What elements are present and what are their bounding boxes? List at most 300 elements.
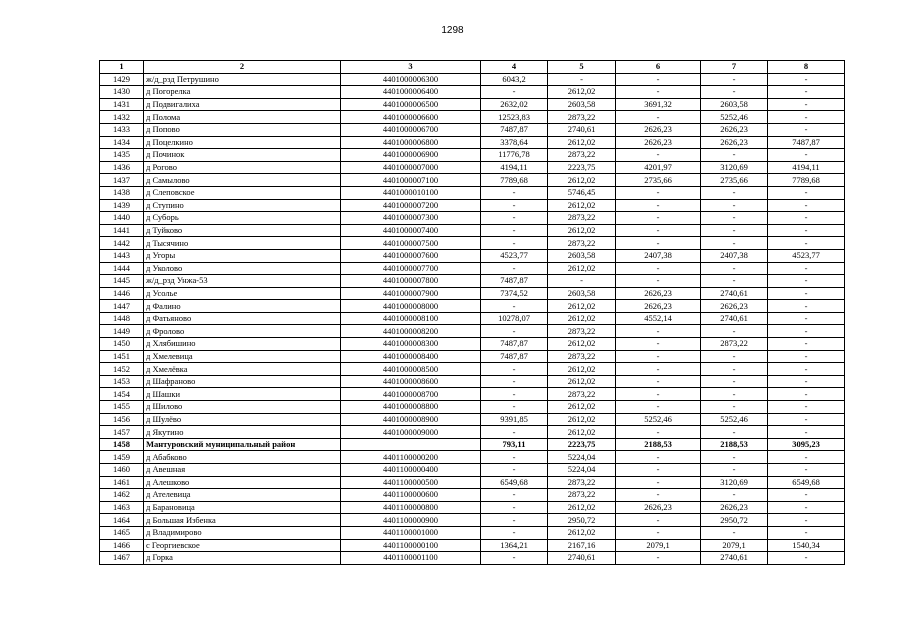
value-col-5: 2223,75 xyxy=(548,161,616,174)
value-col-8: - xyxy=(768,98,845,111)
value-col-5: 2950,72 xyxy=(548,514,616,527)
value-col-4: - xyxy=(481,552,548,565)
settlement-name: д Хлябишино xyxy=(144,338,341,351)
value-col-6: - xyxy=(616,363,701,376)
value-col-7: - xyxy=(701,401,768,414)
value-col-7: 3120,69 xyxy=(701,161,768,174)
value-col-5: 2612,02 xyxy=(548,86,616,99)
value-col-7: - xyxy=(701,426,768,439)
value-col-5: 2612,02 xyxy=(548,300,616,313)
row-number: 1430 xyxy=(100,86,144,99)
settlement-name: с Георгиевское xyxy=(144,539,341,552)
table-row xyxy=(100,161,845,174)
value-col-5: - xyxy=(548,73,616,86)
value-col-7: 2626,23 xyxy=(701,300,768,313)
row-number: 1461 xyxy=(100,476,144,489)
settlement-name: д Хмелевица xyxy=(144,350,341,363)
oktmo-code: 4401100001100 xyxy=(341,552,481,565)
oktmo-code: 4401000008600 xyxy=(341,375,481,388)
settlement-name: д Суборь xyxy=(144,212,341,225)
value-col-6: - xyxy=(616,464,701,477)
row-number: 1450 xyxy=(100,338,144,351)
row-number: 1453 xyxy=(100,375,144,388)
value-col-7: - xyxy=(701,363,768,376)
settlement-name: д Усолье xyxy=(144,287,341,300)
row-number: 1451 xyxy=(100,350,144,363)
settlement-name: д Погорелка xyxy=(144,86,341,99)
table-row xyxy=(100,489,845,502)
value-col-8: - xyxy=(768,401,845,414)
value-col-6: - xyxy=(616,86,701,99)
oktmo-code: 4401100001000 xyxy=(341,526,481,539)
value-col-8: - xyxy=(768,287,845,300)
oktmo-code: 4401000006400 xyxy=(341,86,481,99)
value-col-4: - xyxy=(481,237,548,250)
value-col-5: 2873,22 xyxy=(548,111,616,124)
value-col-4: - xyxy=(481,426,548,439)
row-number: 1447 xyxy=(100,300,144,313)
value-col-6: 4552,14 xyxy=(616,312,701,325)
value-col-8: - xyxy=(768,388,845,401)
table-row xyxy=(100,464,845,477)
row-number: 1466 xyxy=(100,539,144,552)
oktmo-code: 4401000007000 xyxy=(341,161,481,174)
value-col-5: 2603,58 xyxy=(548,287,616,300)
value-col-4: 7487,87 xyxy=(481,350,548,363)
value-col-5: 2612,02 xyxy=(548,413,616,426)
value-col-5: 2612,02 xyxy=(548,426,616,439)
table-row xyxy=(100,287,845,300)
value-col-6: 2079,1 xyxy=(616,539,701,552)
oktmo-code: 4401100000100 xyxy=(341,539,481,552)
settlement-name: д Подвигалиха xyxy=(144,98,341,111)
settlement-name: д Уколово xyxy=(144,262,341,275)
value-col-4: - xyxy=(481,363,548,376)
value-col-8: - xyxy=(768,199,845,212)
settlement-name: д Ступино xyxy=(144,199,341,212)
oktmo-code: 4401000008800 xyxy=(341,401,481,414)
value-col-5: 2740,61 xyxy=(548,552,616,565)
oktmo-code: 4401000008900 xyxy=(341,413,481,426)
value-col-5: 2612,02 xyxy=(548,375,616,388)
value-col-6: - xyxy=(616,514,701,527)
value-col-4: - xyxy=(481,451,548,464)
value-col-5: 2873,22 xyxy=(548,149,616,162)
value-col-8: - xyxy=(768,325,845,338)
row-number: 1449 xyxy=(100,325,144,338)
value-col-8: - xyxy=(768,338,845,351)
value-col-8: - xyxy=(768,350,845,363)
settlement-name: д Шулёво xyxy=(144,413,341,426)
value-col-6: 3691,32 xyxy=(616,98,701,111)
oktmo-code: 4401000008700 xyxy=(341,388,481,401)
value-col-8: - xyxy=(768,237,845,250)
row-number: 1459 xyxy=(100,451,144,464)
value-col-8: 4523,77 xyxy=(768,249,845,262)
value-col-4: 4194,11 xyxy=(481,161,548,174)
value-col-7: 2407,38 xyxy=(701,249,768,262)
row-number: 1431 xyxy=(100,98,144,111)
value-col-4: - xyxy=(481,86,548,99)
value-col-8: 7789,68 xyxy=(768,174,845,187)
value-col-7: - xyxy=(701,86,768,99)
value-col-4: - xyxy=(481,262,548,275)
value-col-6: 2735,66 xyxy=(616,174,701,187)
oktmo-code: 4401100000200 xyxy=(341,451,481,464)
value-col-5: 2612,02 xyxy=(548,363,616,376)
value-col-7: - xyxy=(701,489,768,502)
settlement-name: д Авешная xyxy=(144,464,341,477)
row-number: 1456 xyxy=(100,413,144,426)
value-col-6: 2626,23 xyxy=(616,123,701,136)
oktmo-code: 4401000007500 xyxy=(341,237,481,250)
table-row xyxy=(100,98,845,111)
oktmo-code: 4401000009000 xyxy=(341,426,481,439)
value-col-8: - xyxy=(768,275,845,288)
row-number: 1464 xyxy=(100,514,144,527)
value-col-7: - xyxy=(701,149,768,162)
row-number: 1443 xyxy=(100,249,144,262)
value-col-5: 2612,02 xyxy=(548,338,616,351)
value-col-4: 6549,68 xyxy=(481,476,548,489)
value-col-5: 5746,45 xyxy=(548,186,616,199)
oktmo-code: 4401000007200 xyxy=(341,199,481,212)
table-row xyxy=(100,426,845,439)
value-col-5: 2223,75 xyxy=(548,438,616,451)
table-row xyxy=(100,149,845,162)
value-col-4: 9391,85 xyxy=(481,413,548,426)
value-col-5: 2873,22 xyxy=(548,350,616,363)
value-col-7: - xyxy=(701,388,768,401)
value-col-8: - xyxy=(768,363,845,376)
settlement-name: ж/д_рзд Петрушино xyxy=(144,73,341,86)
value-col-6: - xyxy=(616,375,701,388)
value-col-6: - xyxy=(616,451,701,464)
value-col-8: 6549,68 xyxy=(768,476,845,489)
value-col-5: 2612,02 xyxy=(548,224,616,237)
table-body xyxy=(100,73,845,564)
value-col-4: 2632,02 xyxy=(481,98,548,111)
value-col-4: - xyxy=(481,300,548,313)
oktmo-code: 4401000006800 xyxy=(341,136,481,149)
value-col-6: 5252,46 xyxy=(616,413,701,426)
table-row xyxy=(100,237,845,250)
settlement-name: Мантуровский муниципальный район xyxy=(144,438,341,451)
table-row xyxy=(100,300,845,313)
value-col-6: - xyxy=(616,325,701,338)
value-col-4: 7487,87 xyxy=(481,338,548,351)
row-number: 1454 xyxy=(100,388,144,401)
value-col-7: - xyxy=(701,212,768,225)
value-col-5: 2612,02 xyxy=(548,401,616,414)
row-number: 1460 xyxy=(100,464,144,477)
value-col-4: - xyxy=(481,526,548,539)
row-number: 1437 xyxy=(100,174,144,187)
value-col-8: - xyxy=(768,426,845,439)
value-col-6: - xyxy=(616,262,701,275)
oktmo-code: 4401000008400 xyxy=(341,350,481,363)
oktmo-code: 4401000006600 xyxy=(341,111,481,124)
table-row xyxy=(100,275,845,288)
value-col-8: 3095,23 xyxy=(768,438,845,451)
table-row xyxy=(100,312,845,325)
settlement-name: д Владимирово xyxy=(144,526,341,539)
value-col-8: 4194,11 xyxy=(768,161,845,174)
settlement-name: д Шашки xyxy=(144,388,341,401)
table-row xyxy=(100,174,845,187)
value-col-4: - xyxy=(481,224,548,237)
table-row xyxy=(100,438,845,451)
value-col-4: 6043,2 xyxy=(481,73,548,86)
value-col-7: 3120,69 xyxy=(701,476,768,489)
oktmo-code: 4401000006300 xyxy=(341,73,481,86)
row-number: 1445 xyxy=(100,275,144,288)
value-col-6: 2626,23 xyxy=(616,287,701,300)
value-col-6: - xyxy=(616,350,701,363)
value-col-6: - xyxy=(616,212,701,225)
value-col-7: 2740,61 xyxy=(701,312,768,325)
value-col-7: 5252,46 xyxy=(701,111,768,124)
value-col-7: 2626,23 xyxy=(701,501,768,514)
table-row xyxy=(100,111,845,124)
oktmo-code: 4401000008300 xyxy=(341,338,481,351)
table-header xyxy=(100,61,845,74)
value-col-5: 2873,22 xyxy=(548,388,616,401)
value-col-5: 2873,22 xyxy=(548,212,616,225)
row-number: 1446 xyxy=(100,287,144,300)
row-number: 1457 xyxy=(100,426,144,439)
row-number: 1438 xyxy=(100,186,144,199)
value-col-4: 11776,78 xyxy=(481,149,548,162)
table-row xyxy=(100,325,845,338)
value-col-7: - xyxy=(701,375,768,388)
oktmo-code: 4401000008000 xyxy=(341,300,481,313)
row-number: 1448 xyxy=(100,312,144,325)
value-col-8: - xyxy=(768,312,845,325)
value-col-7: 2735,66 xyxy=(701,174,768,187)
value-col-6: - xyxy=(616,388,701,401)
oktmo-code: 4401000007400 xyxy=(341,224,481,237)
value-col-4: 10278,07 xyxy=(481,312,548,325)
value-col-8: - xyxy=(768,552,845,565)
table-row xyxy=(100,123,845,136)
value-col-7: 2873,22 xyxy=(701,338,768,351)
row-number: 1441 xyxy=(100,224,144,237)
value-col-4: - xyxy=(481,199,548,212)
value-col-8: - xyxy=(768,224,845,237)
value-col-7: 2950,72 xyxy=(701,514,768,527)
row-number: 1452 xyxy=(100,363,144,376)
value-col-5: 2603,58 xyxy=(548,249,616,262)
value-col-6: 4201,97 xyxy=(616,161,701,174)
value-col-5: 2612,02 xyxy=(548,199,616,212)
settlement-name: д Якутино xyxy=(144,426,341,439)
value-col-4: - xyxy=(481,325,548,338)
value-col-4: - xyxy=(481,401,548,414)
oktmo-code: 4401000006500 xyxy=(341,98,481,111)
value-col-5: 2873,22 xyxy=(548,237,616,250)
table-row xyxy=(100,224,845,237)
row-number: 1455 xyxy=(100,401,144,414)
oktmo-code: 4401000007100 xyxy=(341,174,481,187)
value-col-8: 7487,87 xyxy=(768,136,845,149)
row-number: 1439 xyxy=(100,199,144,212)
table-row xyxy=(100,136,845,149)
settlement-name: д Ателевица xyxy=(144,489,341,502)
value-col-6: 2188,53 xyxy=(616,438,701,451)
value-col-8: 1540,34 xyxy=(768,539,845,552)
value-col-4: - xyxy=(481,186,548,199)
settlement-name: д Угоры xyxy=(144,249,341,262)
row-number: 1465 xyxy=(100,526,144,539)
value-col-7: 2626,23 xyxy=(701,123,768,136)
settlement-name: д Тысячино xyxy=(144,237,341,250)
settlement-name: д Полома xyxy=(144,111,341,124)
settlement-name: д Попово xyxy=(144,123,341,136)
oktmo-code: 4401000010100 xyxy=(341,186,481,199)
value-col-8: - xyxy=(768,375,845,388)
value-col-4: - xyxy=(481,514,548,527)
value-col-5: 2603,58 xyxy=(548,98,616,111)
row-number: 1467 xyxy=(100,552,144,565)
oktmo-code: 4401000006700 xyxy=(341,123,481,136)
column-header: 6 xyxy=(616,61,701,74)
value-col-7: - xyxy=(701,186,768,199)
row-number: 1444 xyxy=(100,262,144,275)
value-col-7: 2079,1 xyxy=(701,539,768,552)
table-row xyxy=(100,86,845,99)
column-header: 2 xyxy=(144,61,341,74)
value-col-6: - xyxy=(616,489,701,502)
table-row xyxy=(100,363,845,376)
value-col-4: 7374,52 xyxy=(481,287,548,300)
table-row xyxy=(100,338,845,351)
table-row xyxy=(100,262,845,275)
settlement-name: ж/д_рзд Унжа-53 xyxy=(144,275,341,288)
settlement-name: д Самылово xyxy=(144,174,341,187)
oktmo-code: 4401000008500 xyxy=(341,363,481,376)
value-col-6: - xyxy=(616,149,701,162)
value-col-6: 2407,38 xyxy=(616,249,701,262)
value-col-4: - xyxy=(481,489,548,502)
value-col-5: - xyxy=(548,275,616,288)
settlement-name: д Барановица xyxy=(144,501,341,514)
row-number: 1432 xyxy=(100,111,144,124)
table-row xyxy=(100,413,845,426)
oktmo-code: 4401000007800 xyxy=(341,275,481,288)
value-col-7: 2740,61 xyxy=(701,552,768,565)
value-col-4: 3378,64 xyxy=(481,136,548,149)
table-row xyxy=(100,401,845,414)
value-col-7: - xyxy=(701,262,768,275)
value-col-7: 2626,23 xyxy=(701,136,768,149)
value-col-6: - xyxy=(616,401,701,414)
value-col-5: 2167,16 xyxy=(548,539,616,552)
column-header: 1 xyxy=(100,61,144,74)
value-col-5: 2612,02 xyxy=(548,526,616,539)
value-col-8: - xyxy=(768,526,845,539)
settlement-name: д Шафраново xyxy=(144,375,341,388)
value-col-5: 2873,22 xyxy=(548,476,616,489)
oktmo-code: 4401100000800 xyxy=(341,501,481,514)
value-col-5: 2612,02 xyxy=(548,262,616,275)
value-col-5: 2873,22 xyxy=(548,489,616,502)
value-col-7: - xyxy=(701,224,768,237)
row-number: 1462 xyxy=(100,489,144,502)
value-col-4: - xyxy=(481,375,548,388)
table-row xyxy=(100,186,845,199)
value-col-7: - xyxy=(701,325,768,338)
table-row xyxy=(100,350,845,363)
oktmo-code: 4401000007700 xyxy=(341,262,481,275)
value-col-6: 2626,23 xyxy=(616,501,701,514)
oktmo-code: 4401000007900 xyxy=(341,287,481,300)
value-col-7: - xyxy=(701,73,768,86)
value-col-7: - xyxy=(701,451,768,464)
value-col-7: - xyxy=(701,526,768,539)
value-col-7: - xyxy=(701,199,768,212)
value-col-5: 2612,02 xyxy=(548,501,616,514)
settlement-name: д Поцелкино xyxy=(144,136,341,149)
column-header: 7 xyxy=(701,61,768,74)
page-number: 1298 xyxy=(441,25,464,36)
row-number: 1435 xyxy=(100,149,144,162)
value-col-6: - xyxy=(616,186,701,199)
value-col-4: 4523,77 xyxy=(481,249,548,262)
value-col-5: 2612,02 xyxy=(548,174,616,187)
value-col-7: 2740,61 xyxy=(701,287,768,300)
value-col-5: 5224,04 xyxy=(548,451,616,464)
value-col-8: - xyxy=(768,212,845,225)
value-col-6: 2626,23 xyxy=(616,300,701,313)
value-col-5: 2612,02 xyxy=(548,136,616,149)
value-col-6: - xyxy=(616,426,701,439)
row-number: 1442 xyxy=(100,237,144,250)
value-col-5: 2612,02 xyxy=(548,312,616,325)
table-row xyxy=(100,514,845,527)
settlement-name: д Горка xyxy=(144,552,341,565)
table-row xyxy=(100,476,845,489)
settlement-name: д Хмелёвка xyxy=(144,363,341,376)
settlement-name: д Шилово xyxy=(144,401,341,414)
value-col-8: - xyxy=(768,464,845,477)
value-col-7: - xyxy=(701,350,768,363)
oktmo-code: 4401000008100 xyxy=(341,312,481,325)
table-row xyxy=(100,199,845,212)
table-row xyxy=(100,451,845,464)
settlement-name: д Починок xyxy=(144,149,341,162)
value-col-8: - xyxy=(768,123,845,136)
value-col-4: 12523,83 xyxy=(481,111,548,124)
value-col-6: - xyxy=(616,552,701,565)
column-header: 3 xyxy=(341,61,481,74)
value-col-5: 5224,04 xyxy=(548,464,616,477)
settlement-name: д Алешково xyxy=(144,476,341,489)
table-row xyxy=(100,526,845,539)
table-row xyxy=(100,539,845,552)
value-col-7: - xyxy=(701,275,768,288)
value-col-8: - xyxy=(768,413,845,426)
column-header: 4 xyxy=(481,61,548,74)
row-number: 1434 xyxy=(100,136,144,149)
value-col-7: - xyxy=(701,464,768,477)
value-col-8: - xyxy=(768,73,845,86)
settlement-name: д Рогово xyxy=(144,161,341,174)
value-col-4: 7487,87 xyxy=(481,275,548,288)
row-number: 1458 xyxy=(100,438,144,451)
table-row xyxy=(100,249,845,262)
table-row xyxy=(100,375,845,388)
